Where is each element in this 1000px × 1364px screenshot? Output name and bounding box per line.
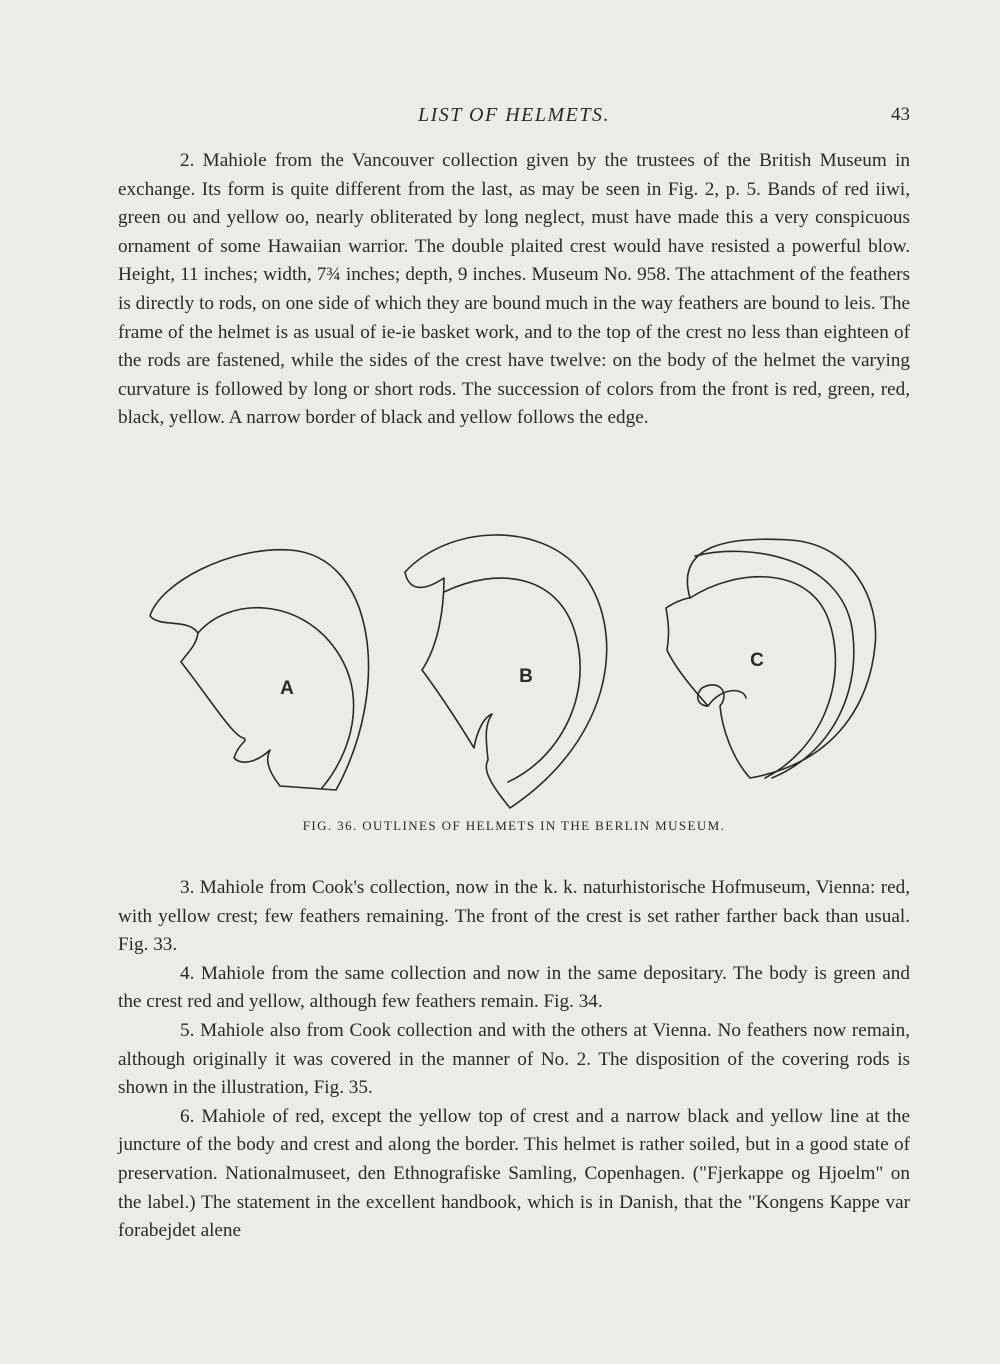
text-block-top bbox=[118, 147, 910, 433]
paragraph-6: 6. Mahiole of red, except the yellow top of crest and a narrow black and yellow line at the juncture of the body and crest and along the border. This helmet is rather soiled, but in a good state of preservation. Nationalmuseet, den Ethnografiske Samling, Copenhagen. ("Fjerkappe og Hjoelm" on the label.) The statement in the excellent handbook, which is in Danish, that the "Kongens Kappe var forabejdet alene bbox=[118, 1105, 910, 1242]
helmet-outline-b bbox=[405, 535, 607, 808]
paragraph-2: 2. Mahiole from the Vancouver collection given by the trustees of the British Museum in exchange. Its form is quite different from the last, as may be seen in Fig. 2, p. 5. Bands of red iiwi, green ou and yellow oo, nearly obliterated by long neglect, must have made this a very conspicuous ornament of some Hawaiian warrior. The double plaited crest would have resisted a powerful blow. Height, 11 inches; width, 7¾ inches; depth, 9 inches. Museum No. 958. The attachment of the feathers is directly to rods, on one side of which they are bound much in the way feathers are bound to leis. The frame of the helmet is as usual of ie-ie basket work, and to the top of the crest no less than eighteen of the rods are fastened, while the sides of the crest have twelve: on the body of the helmet the varying curvature is followed by long or short rods. The succession of colors from the front is red, green, red, black, yellow. A narrow border of black and yellow follows the edge. bbox=[118, 150, 910, 429]
paragraph-3: 3. Mahiole from Cook's collection, now in the k. k. naturhistorische Hofmuseum, Vienna: red, with yellow crest; few feathers remaining. The front of the crest is set rather farther back than usual. Fig. 33. bbox=[118, 877, 910, 956]
helmet-outline-c bbox=[666, 539, 876, 778]
page-number: 43 bbox=[891, 104, 910, 125]
helmet-outlines-figure bbox=[140, 528, 900, 818]
helmet-outline-a bbox=[150, 550, 369, 790]
running-head bbox=[118, 104, 910, 132]
label-a: A bbox=[280, 678, 294, 699]
helmet-outlines-drawing bbox=[140, 528, 900, 818]
text-block-bottom bbox=[118, 874, 910, 1246]
label-b: B bbox=[519, 666, 533, 687]
paragraph-5: 5. Mahiole also from Cook collection and with the others at Vienna. No feathers now remain, although originally it was covered in the manner of No. 2. The disposition of the covering rods is shown in the illustration, Fig. 35. bbox=[118, 1019, 910, 1099]
figure-caption: FIG. 36. OUTLINES OF HELMETS IN THE BERLIN MUSEUM. bbox=[302, 818, 726, 833]
paragraph-4: 4. Mahiole from the same collection and now in the same depositary. The body is green and the crest red and yellow, although few feathers remain. Fig. 34. bbox=[118, 962, 910, 1013]
label-c: C bbox=[750, 650, 764, 671]
running-title: LIST OF HELMETS. bbox=[418, 104, 610, 126]
